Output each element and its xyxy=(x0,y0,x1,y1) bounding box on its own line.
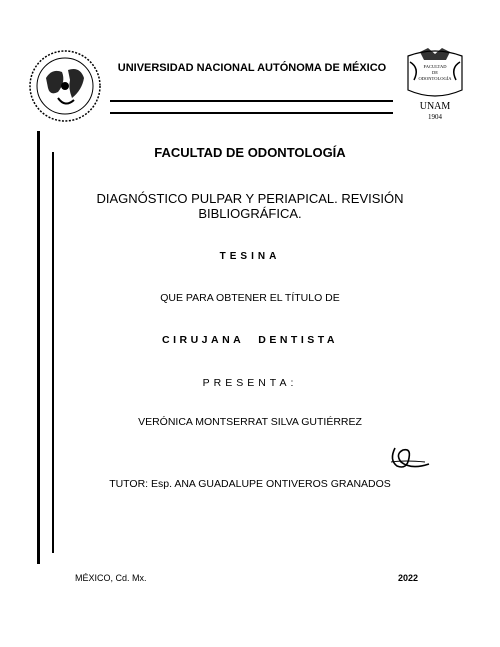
purpose-statement: QUE PARA OBTENER EL TÍTULO DE xyxy=(160,292,340,304)
thesis-title-line-2: BIBLIOGRÁFICA. xyxy=(198,206,302,221)
unam-seal-icon xyxy=(28,48,102,124)
author-name: VERÓNICA MONTSERRAT SILVA GUTIÉRREZ xyxy=(138,416,362,428)
place-label: MÉXICO, Cd. Mx. xyxy=(75,573,147,583)
presents-label: PRESENTA: xyxy=(202,377,298,389)
seal-text-year: 1904 xyxy=(428,113,442,121)
seal-text-faculty: FACULTAD xyxy=(423,64,447,69)
seal-text-de: DE xyxy=(432,70,438,75)
document-type: TESINA xyxy=(219,251,281,262)
header-rule-top xyxy=(110,100,393,102)
header-rule-bottom xyxy=(110,112,393,114)
tutor-name: TUTOR: Esp. ANA GUADALUPE ONTIVEROS GRANADOS xyxy=(109,478,391,490)
faculty-title: FACULTAD DE ODONTOLOGÍA xyxy=(154,145,346,160)
degree-title: CIRUJANA DENTISTA xyxy=(161,334,338,346)
seal-text-odontologia: ODONTOLOGÍA xyxy=(418,76,452,81)
faculty-seal-icon xyxy=(400,46,470,122)
university-name: UNIVERSIDAD NACIONAL AUTÓNOMA DE MÉXICO xyxy=(117,62,387,74)
seal-text-unam: UNAM xyxy=(419,101,451,112)
thesis-title xyxy=(0,191,500,221)
thesis-title-line-1: DIAGNÓSTICO PULPAR Y PERIAPICAL. REVISIÓN xyxy=(96,191,404,206)
signature-icon xyxy=(385,440,433,476)
year-label: 2022 xyxy=(398,573,419,583)
